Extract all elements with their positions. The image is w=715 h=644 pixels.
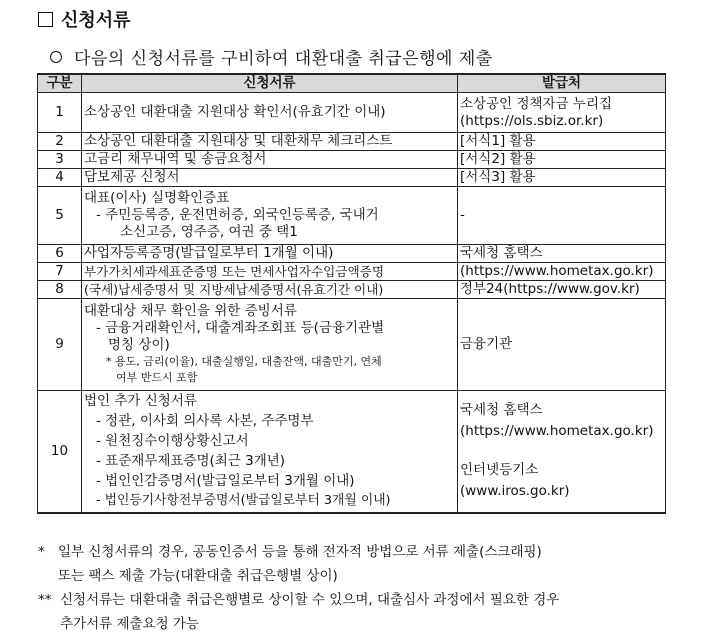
doc-subline: - 표준재무제표증명(최근 3개년) xyxy=(96,453,286,470)
table-header-row xyxy=(38,74,666,93)
header-documents: 신청서류 xyxy=(82,74,458,93)
section-heading xyxy=(38,6,131,32)
footnotes xyxy=(38,540,678,636)
row-issuer: 정부24(https://www.gov.kr) xyxy=(458,281,666,299)
table-row xyxy=(38,391,666,513)
footnote xyxy=(38,588,678,636)
row-issuer xyxy=(458,93,666,133)
checkbox-square-icon xyxy=(38,12,53,27)
issuer-line: 소상공인 정책자금 누리집 xyxy=(460,95,613,112)
doc-note: * 용도, 금리(이율), 대출실행일, 대출잔액, 대출만기, 연체 xyxy=(106,355,382,368)
row-issuer: [서식1] 활용 xyxy=(458,133,666,151)
doc-subline: - 금융거래확인서, 대출계좌조회표 등(금융기관별 xyxy=(96,320,385,336)
row-number: 2 xyxy=(38,133,82,151)
row-document: 담보제공 신청서 xyxy=(82,169,458,187)
row-document: 소상공인 대환대출 지원대상 및 대환채무 체크리스트 xyxy=(82,133,458,151)
footnote-text: 또는 팩스 제출 가능(대환대출 취급은행별 상이) xyxy=(58,568,338,584)
table-row xyxy=(38,245,666,263)
doc-note: 여부 반드시 포함 xyxy=(116,371,198,384)
row-number: 9 xyxy=(38,299,82,391)
doc-subline: - 주민등록증, 운전면허증, 외국인등록증, 국내거 xyxy=(96,207,379,223)
footnote-mark: * xyxy=(38,544,45,560)
intro-text xyxy=(50,44,493,69)
row-number: 3 xyxy=(38,151,82,169)
footnote-mark: ** xyxy=(38,592,52,608)
row-issuer xyxy=(458,391,666,513)
row-issuer: (https://www.hometax.go.kr) xyxy=(458,263,666,281)
row-document: 사업자등록증명(발급일로부터 1개월 이내) xyxy=(82,245,458,263)
row-issuer: [서식3] 활용 xyxy=(458,169,666,187)
header-issuer: 발급처 xyxy=(458,74,666,93)
issuer-url: (www.iros.go.kr) xyxy=(460,483,570,500)
doc-subline: - 원천징수이행상황신고서 xyxy=(96,433,249,450)
header-category: 구분 xyxy=(38,74,82,93)
doc-subline: 소신고증, 영주증, 여권 중 택1 xyxy=(120,224,298,240)
doc-subline: - 법인인감증명서(발급일로부터 3개월 이내) xyxy=(96,473,355,490)
row-number: 8 xyxy=(38,281,82,299)
table-row xyxy=(38,133,666,151)
row-number: 1 xyxy=(38,93,82,133)
row-document: 소상공인 대환대출 지원대상 확인서(유효기간 이내) xyxy=(82,93,458,133)
row-number: 10 xyxy=(38,391,82,513)
row-issuer: 금융기관 xyxy=(458,299,666,391)
row-document xyxy=(82,391,458,513)
issuer-line: 인터넷등기소 xyxy=(460,462,539,479)
doc-line: 법인 추가 신청서류 xyxy=(84,393,197,410)
row-document xyxy=(82,187,458,245)
footnote-text: 추가서류 제출요청 가능 xyxy=(60,616,199,632)
documents-table xyxy=(37,73,666,514)
doc-subline: 명칭 상이) xyxy=(108,337,170,353)
row-number: 6 xyxy=(38,245,82,263)
footnote-text: 신청서류는 대환대출 취급은행별로 상이할 수 있으며, 대출심사 과정에서 필요한 경우 xyxy=(60,592,560,608)
row-number: 5 xyxy=(38,187,82,245)
row-issuer: [서식2] 활용 xyxy=(458,151,666,169)
row-document: (국세)납세증명서 및 지방세납세증명서(유효기간 이내) xyxy=(82,281,458,299)
table-row xyxy=(38,187,666,245)
table-row xyxy=(38,299,666,391)
footnote xyxy=(38,540,678,588)
issuer-url: (https://ols.sbiz.or.kr) xyxy=(460,112,604,129)
table-row xyxy=(38,151,666,169)
issuer-line: 국세청 홈택스 xyxy=(460,402,543,419)
table-row xyxy=(38,281,666,299)
table-row xyxy=(38,169,666,187)
footnote-text: 일부 신청서류의 경우, 공동인증서 등을 통해 전자적 방법으로 서류 제출(스크래핑) xyxy=(58,544,542,560)
row-number: 7 xyxy=(38,263,82,281)
row-issuer: - xyxy=(458,187,666,245)
circle-bullet-icon xyxy=(50,51,62,63)
table-row xyxy=(38,93,666,133)
row-document: 부가가치세과세표준증명 또는 면세사업자수입금액증명 xyxy=(82,263,458,281)
row-document xyxy=(82,299,458,391)
intro-text-label: 다음의 신청서류를 구비하여 대환대출 취급은행에 제출 xyxy=(74,49,493,69)
row-number: 4 xyxy=(38,169,82,187)
issuer-url: (https://www.hometax.go.kr) xyxy=(460,423,654,440)
doc-line: 대환대상 채무 확인을 위한 증빙서류 xyxy=(84,303,297,319)
section-heading-text: 신청서류 xyxy=(61,10,131,31)
doc-subline: - 정관, 이사회 의사록 사본, 주주명부 xyxy=(96,413,314,430)
doc-subline: - 법인등기사항전부증명서(발급일로부터 3개월 이내) xyxy=(96,493,391,509)
row-issuer: 국세청 홈택스 xyxy=(458,245,666,263)
doc-line: 대표(이사) 실명확인증표 xyxy=(84,190,230,206)
table-row xyxy=(38,263,666,281)
row-document: 고금리 채무내역 및 송금요청서 xyxy=(82,151,458,169)
